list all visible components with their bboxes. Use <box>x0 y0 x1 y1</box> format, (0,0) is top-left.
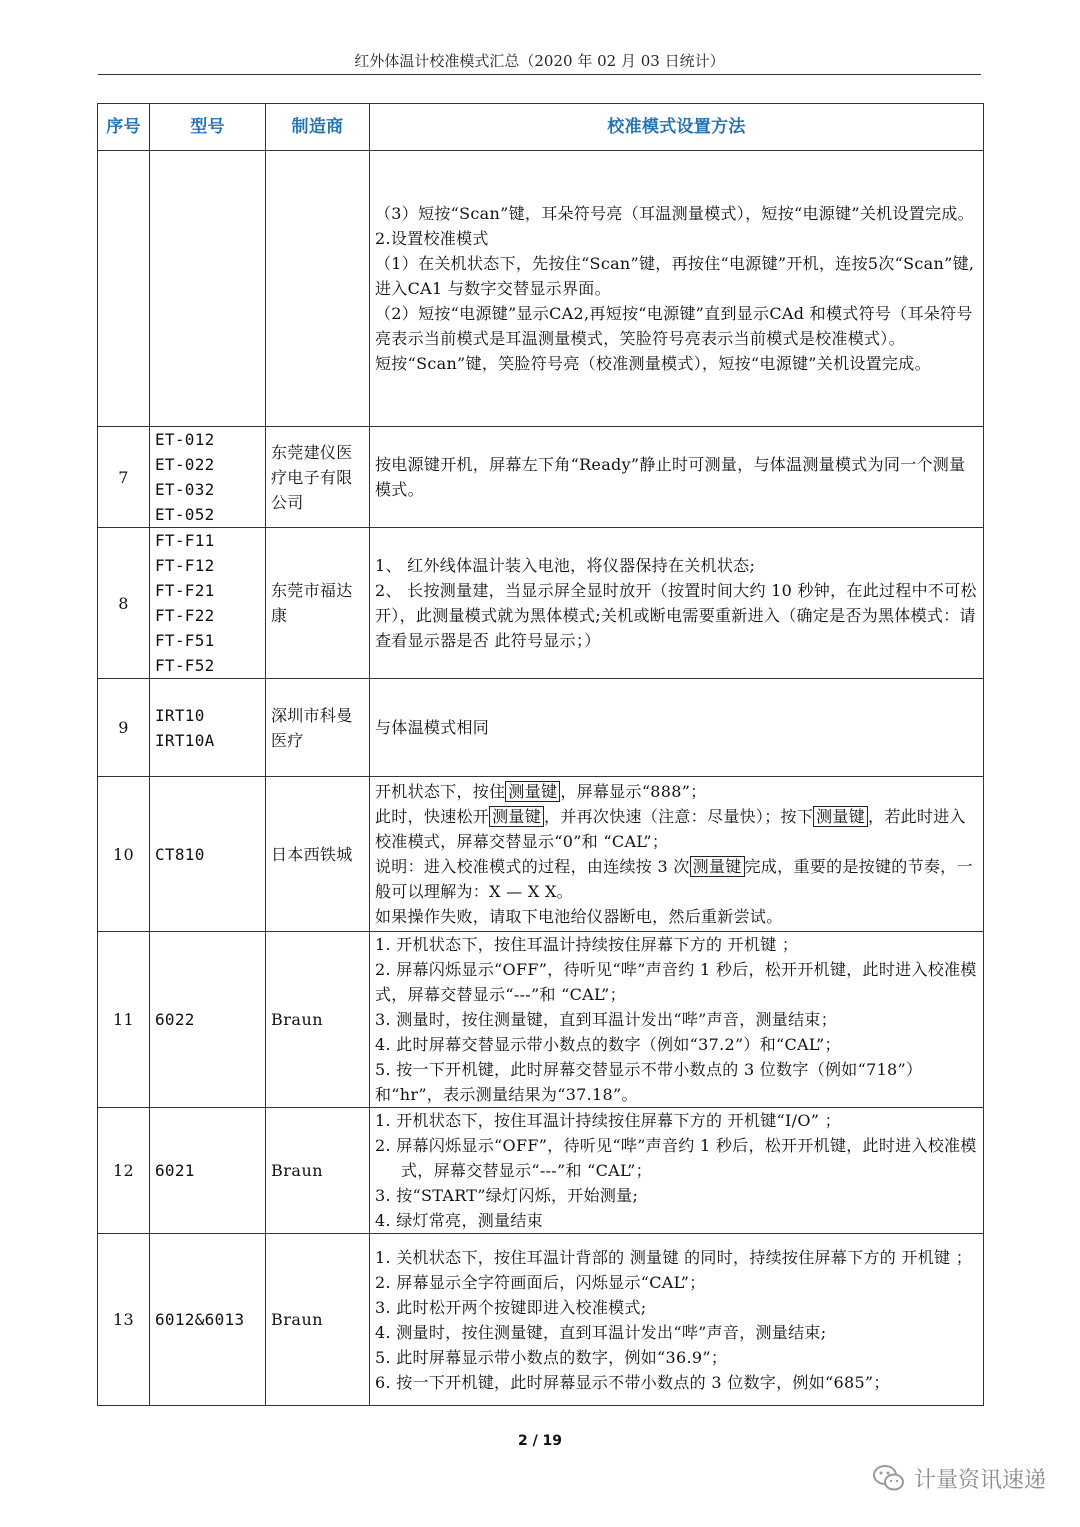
method-line: 1. 开机状态下，按住耳温计持续按住屏幕下方的 开机键 ； <box>375 935 799 954</box>
cell-seq <box>98 151 150 427</box>
measure-key-label: 测量键 <box>813 806 868 827</box>
table-row <box>98 1234 984 1406</box>
method-line: 5. 按一下开机键，此时屏幕交替显示不带小数点的 3 位数字（例如“718”）和“hr”，表示测量结果为“37.18”。 <box>375 1060 923 1104</box>
cell-maker: Braun <box>266 1234 370 1406</box>
cell-method <box>370 679 984 777</box>
watermark <box>872 1460 1046 1496</box>
cell-seq: 13 <box>98 1234 150 1406</box>
col-header-maker: 制造商 <box>266 104 370 151</box>
method-text: ，屏幕显示“888”； <box>560 782 707 801</box>
method-line: 按电源键开机，屏幕左下角“Ready”静止时可测量，与体温测量模式为同一个测量模式。 <box>375 455 966 499</box>
table-header-row <box>98 104 984 151</box>
cell-seq: 11 <box>98 932 150 1108</box>
cell-maker: Braun <box>266 932 370 1108</box>
cell-seq: 7 <box>98 427 150 528</box>
method-text: ，并再次快速（注意：尽量快）；按下 <box>544 807 814 826</box>
cell-maker: 东莞建仪医疗电子有限公司 <box>266 427 370 528</box>
method-line: 6. 按一下开机键，此时屏幕显示不带小数点的 3 位数字，例如“685”； <box>375 1372 890 1392</box>
cell-model <box>150 151 266 427</box>
method-line: 1. 开机状态下，按住耳温计持续按住屏幕下方的 开机键“I/O” ； <box>375 1111 841 1130</box>
method-line: 2. 屏幕闪烁显示“OFF”，待听见“哔”声音约 1 秒后，松开开机键，此时进入校准模式，屏幕交替显示“---”和 “CAL”； <box>375 1136 977 1180</box>
method-line: 1. 关机状态下，按住耳温计背部的 测量键 的同时，持续按住屏幕下方的 开机键 ； <box>375 1247 972 1267</box>
cell-seq: 12 <box>98 1108 150 1234</box>
cell-maker: 东莞市福达康 <box>266 528 370 679</box>
method-line <box>375 779 978 804</box>
model-name: FT-F52 <box>155 656 215 675</box>
page-header-title: 红外体温计校准模式汇总（2020 年 02 月 03 日统计） <box>354 52 725 70</box>
method-line: 短按“Scan”键，笑脸符号亮（校准测量模式），短按“电源键”关机设置完成。 <box>375 354 931 373</box>
cell-model <box>150 528 266 679</box>
method-line <box>375 804 978 854</box>
col-header-method: 校准模式设置方法 <box>370 104 984 151</box>
model-name: FT-F11 <box>155 531 215 550</box>
cell-model <box>150 1234 266 1406</box>
method-line: 如果操作失败，请取下电池给仪器断电，然后重新尝试。 <box>375 907 783 926</box>
method-line: 2. 屏幕闪烁显示“OFF”，待听见“哔”声音约 1 秒后，松开开机键，此时进入校准模式，屏幕交替显示“---”和 “CAL”； <box>375 960 977 1004</box>
method-line: 2.设置校准模式 <box>375 229 489 248</box>
table-row <box>98 151 984 427</box>
page-number: 2 / 19 <box>517 1433 563 1449</box>
cell-seq: 9 <box>98 679 150 777</box>
method-line: 与体温模式相同 <box>375 718 490 737</box>
cell-model <box>150 932 266 1108</box>
model-name: FT-F21 <box>155 581 215 600</box>
model-name: ET-012 <box>155 430 215 449</box>
col-header-seq: 序号 <box>98 104 150 151</box>
model-name: FT-F12 <box>155 556 215 575</box>
method-line: 4. 测量时，按住测量键，直到耳温计发出“哔”声音，测量结束; <box>375 1322 827 1342</box>
cell-maker: 日本西铁城 <box>266 777 370 932</box>
header-divider <box>98 74 981 75</box>
watermark-text: 计量资讯速递 <box>913 1467 1046 1493</box>
method-line: 4. 此时屏幕交替显示带小数点的数字（例如“37.2”）和“CAL”； <box>375 1035 841 1054</box>
cell-method <box>370 151 984 427</box>
cell-method <box>370 777 984 932</box>
cell-model <box>150 1108 266 1234</box>
method-line <box>375 854 978 904</box>
model-name: ET-052 <box>155 505 215 524</box>
method-line: 3. 此时松开两个按键即进入校准模式; <box>375 1297 647 1317</box>
method-line: 3. 测量时，按住测量键，直到耳温计发出“哔”声音，测量结束； <box>375 1010 838 1029</box>
col-header-model: 型号 <box>150 104 266 151</box>
table-row <box>98 528 984 679</box>
method-line: 1、 红外线体温计装入电池，将仪器保持在关机状态; <box>375 556 756 575</box>
cell-maker <box>266 151 370 427</box>
model-name: FT-F22 <box>155 606 215 625</box>
method-line: 4. 绿灯常亮，测量结束 <box>375 1211 543 1230</box>
measure-key-label: 测量键 <box>489 806 544 827</box>
table-row <box>98 1108 984 1234</box>
model-name: CT810 <box>155 844 205 864</box>
cell-model <box>150 777 266 932</box>
model-name: FT-F51 <box>155 631 215 650</box>
cell-method <box>370 1108 984 1234</box>
cell-maker: 深圳市科曼医疗 <box>266 679 370 777</box>
cell-seq: 10 <box>98 777 150 932</box>
wechat-icon <box>872 1463 906 1493</box>
cell-method <box>370 528 984 679</box>
cell-seq: 8 <box>98 528 150 679</box>
model-name: 6012&6013 <box>155 1310 245 1329</box>
method-text: 开机状态下，按住 <box>375 782 506 801</box>
method-text: 完成，重要的是按键的节奏，一般可以理解为：X — X X。 <box>375 857 973 901</box>
model-name: 6022 <box>155 1010 195 1029</box>
table-row <box>98 679 984 777</box>
method-line: 2. 屏幕显示全字符画面后，闪烁显示“CAL”； <box>375 1272 706 1292</box>
model-name: 6021 <box>155 1161 195 1180</box>
table-row <box>98 777 984 932</box>
method-line: （1）在关机状态下，先按住“Scan”键，再按住“电源键”开机，连按5次“Scan”键,进入CA1 与数字交替显示界面。 <box>375 254 975 298</box>
method-line: 3. 按“START”绿灯闪烁，开始测量; <box>375 1186 639 1205</box>
method-line: （2）短按“电源键”显示CA2,再短按“电源键”直到显示CAd 和模式符号（耳朵符号亮表示当前模式是耳温测量模式，笑脸符号亮表示当前模式是校准模式）。 <box>375 304 973 348</box>
table-row <box>98 427 984 528</box>
model-name: ET-032 <box>155 480 215 499</box>
calibration-table <box>97 103 984 1406</box>
measure-key-label: 测量键 <box>505 781 560 802</box>
table-row <box>98 932 984 1108</box>
method-line: 5. 此时屏幕显示带小数点的数字，例如“36.9”； <box>375 1347 728 1367</box>
model-name: ET-022 <box>155 455 215 474</box>
cell-method <box>370 1234 984 1406</box>
cell-method <box>370 932 984 1108</box>
cell-model <box>150 679 266 777</box>
method-text: 说明：进入校准模式的过程，由连续按 3 次 <box>375 857 690 876</box>
method-line: （3）短按“Scan”键，耳朵符号亮（耳温测量模式），短按“电源键”关机设置完成。 <box>375 204 974 223</box>
method-text: 此时，快速松开 <box>375 807 490 826</box>
cell-model <box>150 427 266 528</box>
model-name: IRT10 <box>155 705 205 725</box>
method-text: ，若此时进入校准模式，屏幕交替显示“0”和 “CAL”； <box>375 807 966 851</box>
measure-key-label: 测量键 <box>690 856 745 877</box>
method-line: 2、 长按测量建，当显示屏全显时放开（按置时间大约 10 秒钟，在此过程中不可松开），此测量模式就为黑体模式;关机或断电需要重新进入（确定是否为黑体模式：请查看显示器是否 此符号显示；） <box>375 581 977 650</box>
cell-method <box>370 427 984 528</box>
model-name: IRT10A <box>155 730 215 750</box>
cell-maker: Braun <box>266 1108 370 1234</box>
